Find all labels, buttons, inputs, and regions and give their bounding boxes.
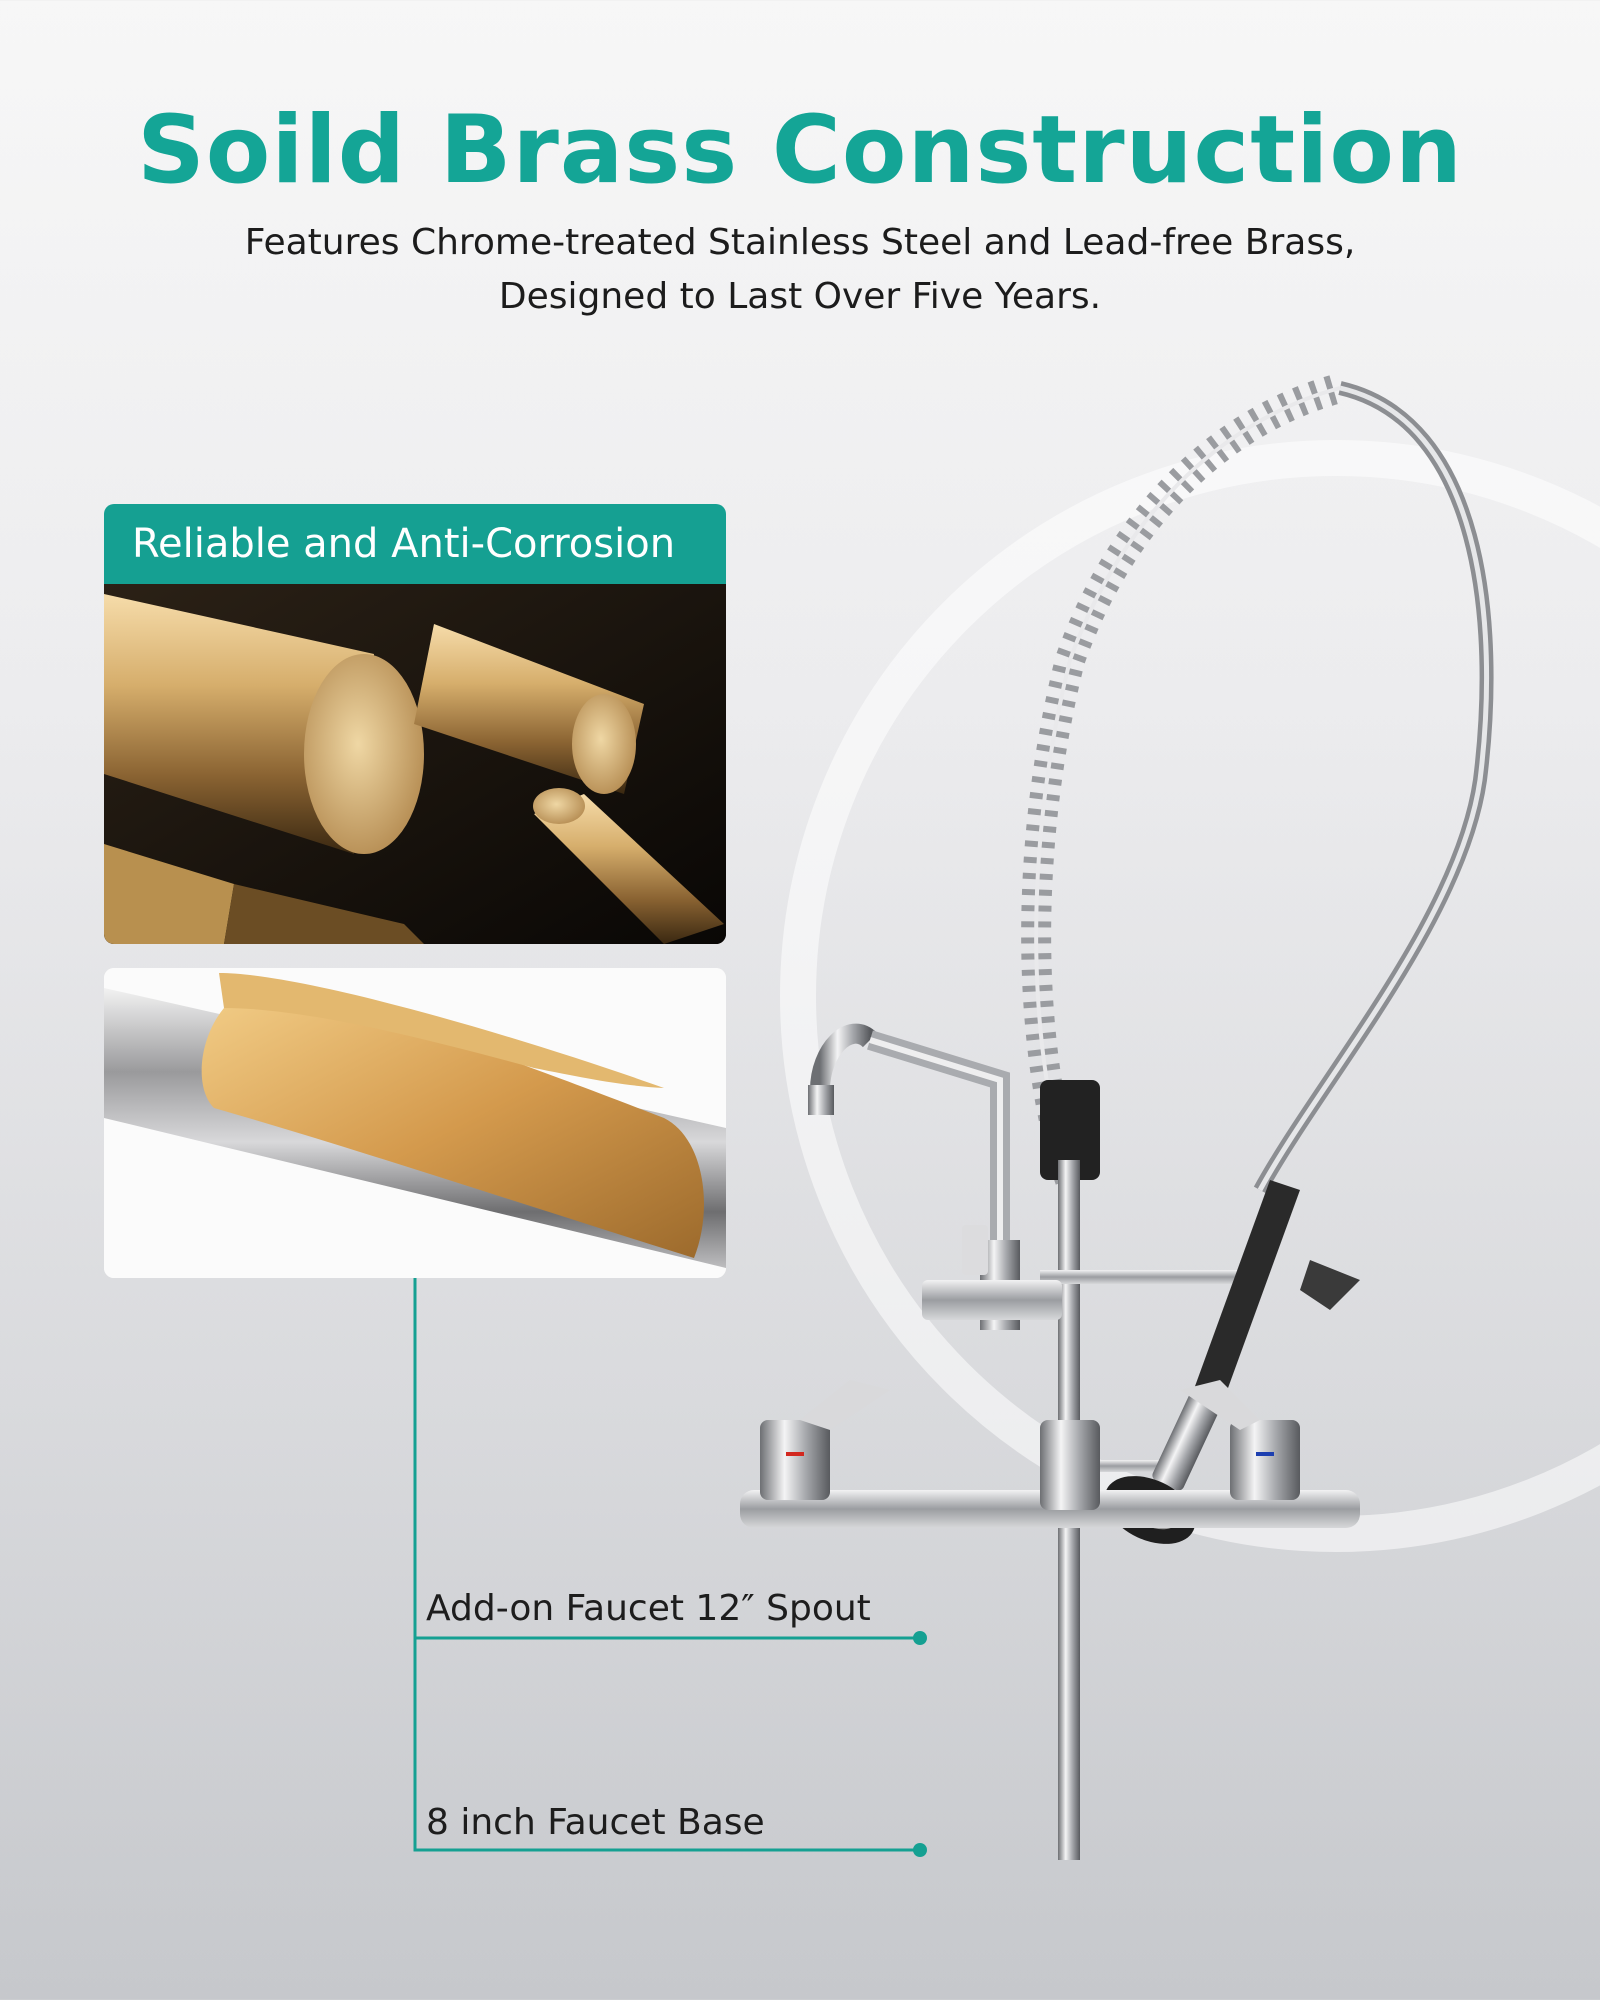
spout-callout-label: Add-on Faucet 12″ Spout — [426, 1588, 871, 1629]
page-title: Soild Brass Construction — [137, 96, 1463, 205]
spring-coil — [1036, 388, 1340, 1180]
pre-rinse-faucet-illustration — [700, 360, 1520, 1920]
feature-badge: Reliable and Anti-Corrosion — [104, 504, 726, 584]
faucet-base — [740, 1380, 1360, 1528]
base-callout-label: 8 inch Faucet Base — [426, 1802, 765, 1843]
subtitle-line-1: Features Chrome-treated Stainless Steel and Lead-free Brass, — [244, 222, 1356, 263]
subtitle-line-2: Designed to Last Over Five Years. — [498, 276, 1102, 317]
add-on-spout — [808, 1034, 1062, 1330]
